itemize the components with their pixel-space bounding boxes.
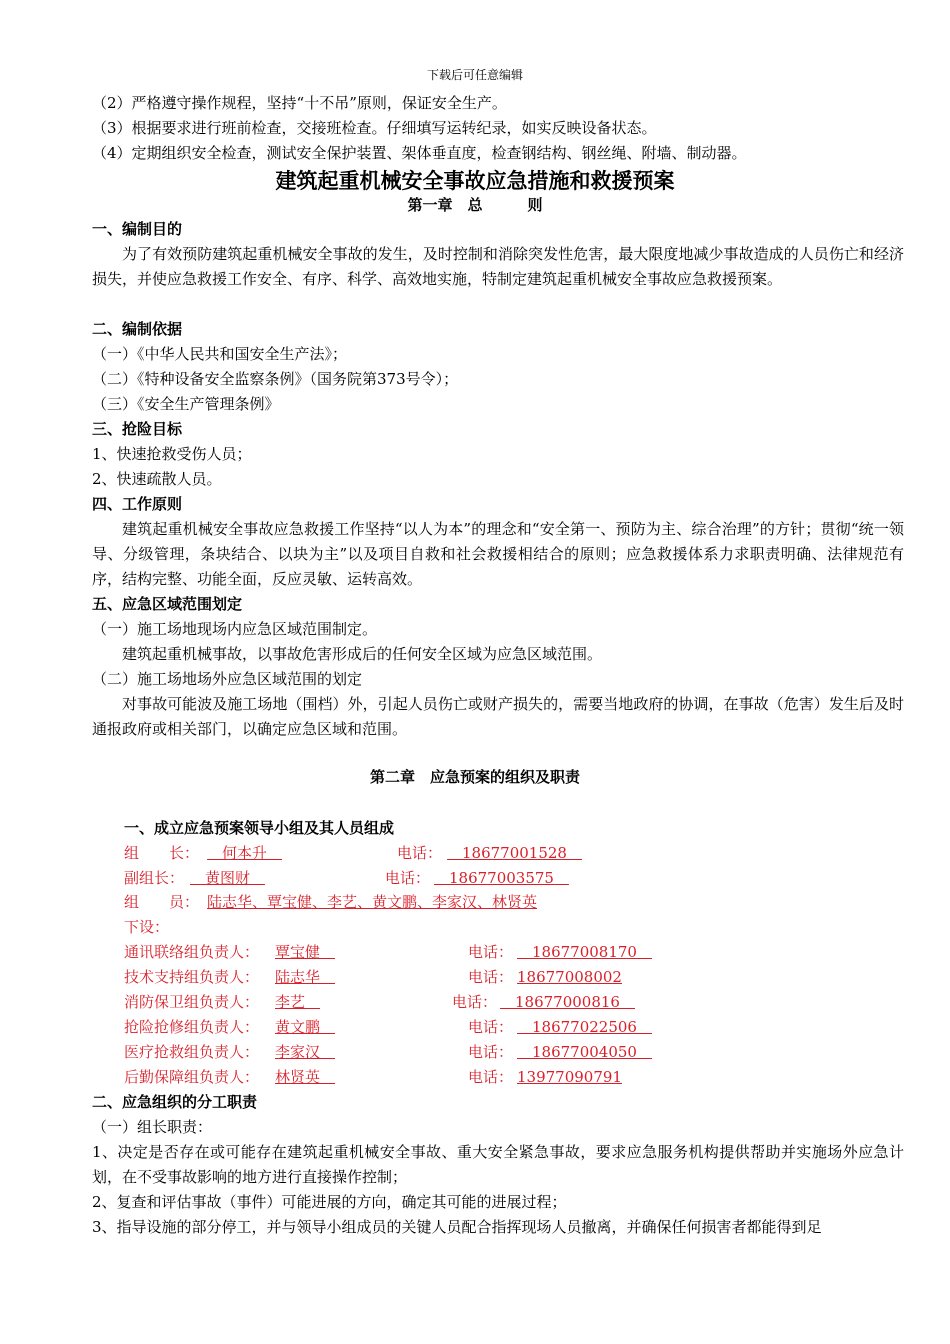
members-list: 陆志华、覃宝健、李艺、黄文鹏、李家汉、林贤英 xyxy=(207,893,538,911)
group-label: 技术支持组负责人： xyxy=(124,968,260,986)
group-phone: 18677008002 xyxy=(517,968,622,986)
top-line-3: （3）根据要求进行班前检查，交接班检查。仔细填写运转纪录，如实反映设备状态。 xyxy=(92,119,657,137)
top-line-2: （2）严格遵守操作规程，坚持“十不吊”原则，保证安全生产。 xyxy=(92,94,507,112)
duty-item-1: 1、决定是否存在或可能存在建筑起重机械安全事故、重大安全紧急事故，要求应急服务机构提供帮助并实施场外应急计划，在不受事故影响的地方进行直接操作控制； xyxy=(92,1143,904,1186)
deputy-label: 副组长： xyxy=(124,869,185,887)
group-phone-label: 电话： xyxy=(468,1068,514,1086)
group-leader-name: 陆志华 xyxy=(275,968,336,986)
leader-duties-heading: （一）组长职责： xyxy=(92,1118,213,1136)
group-label: 后勤保障组负责人： xyxy=(124,1068,260,1086)
document-title: 建筑起重机械安全事故应急措施和救援预案 xyxy=(275,169,675,193)
group-phone: 13977090791 xyxy=(517,1068,622,1086)
group-label: 抢险抢修组负责人： xyxy=(124,1018,260,1036)
section-5-sub-1: （一）施工场地现场内应急区域范围制定。 xyxy=(92,620,378,638)
group-phone: 18677000816 xyxy=(500,993,635,1011)
group-label: 通讯联络组负责人： xyxy=(124,943,260,961)
section-5-paragraph-2: 对事故可能波及施工场地（围档）外，引起人员伤亡或财产损失的，需要当地政府的协调，在事故（危害）发生后及时通报政府或相关部门，以确定应急区域和范围。 xyxy=(92,695,904,738)
leader-phone-label: 电话： xyxy=(397,844,443,862)
group-leader-name: 覃宝健 xyxy=(275,943,336,961)
group-leader-name: 李家汉 xyxy=(275,1043,336,1061)
duty-item-3: 3、指导设施的部分停工，并与领导小组成员的关键人员配合指挥现场人员撤离，并确保任何损害者都能得到足 xyxy=(92,1218,822,1236)
group-phone-label: 电话： xyxy=(468,968,514,986)
group-phone: 18677008170 xyxy=(517,943,652,961)
top-line-4: （4）定期组织安全检查，测试安全保护装置、架体垂直度，检查钢结构、钢丝绳、附墙、制动器。 xyxy=(92,144,747,162)
chapter-2-section-2-heading: 二、应急组织的分工职责 xyxy=(92,1093,258,1111)
goal-item-1: 1、快速抢救受伤人员； xyxy=(92,445,252,463)
chapter-2-section-1-heading: 一、成立应急预案领导小组及其人员组成 xyxy=(124,819,395,837)
group-phone-label: 电话： xyxy=(468,1043,514,1061)
duty-item-2: 2、复查和评估事故（事件）可能进展的方向，确定其可能的进展过程； xyxy=(92,1193,567,1211)
leader-phone: 18677001528 xyxy=(447,844,582,862)
section-5-sub-2: （二）施工场地场外应急区域范围的划定 xyxy=(92,670,363,688)
basis-item-1: （一）《中华人民共和国安全生产法》； xyxy=(92,345,348,363)
group-leader-name: 林贤英 xyxy=(275,1068,336,1086)
deputy-phone: 18677003575 xyxy=(434,869,569,887)
section-5-paragraph-1: 建筑起重机械事故，以事故危害形成后的任何安全区域为应急区域范围。 xyxy=(122,645,603,663)
group-phone-label: 电话： xyxy=(452,993,498,1011)
deputy-phone-label: 电话： xyxy=(385,869,431,887)
group-leader-name: 李艺 xyxy=(275,993,321,1011)
chapter-1-title: 第一章 总 则 xyxy=(407,196,543,214)
section-2-heading: 二、编制依据 xyxy=(92,320,183,338)
section-5-heading: 五、应急区域范围划定 xyxy=(92,595,243,613)
section-1-paragraph: 为了有效预防建筑起重机械安全事故的发生，及时控制和消除突发性危害，最大限度地减少事故造成的人员伤亡和经济损失，并使应急救援工作安全、有序、科学、高效地实施，特制定建筑起重机械安全事故应急救援预案。 xyxy=(92,245,904,288)
deputy-name: 黄图财 xyxy=(190,869,266,887)
group-label: 医疗抢救组负责人： xyxy=(124,1043,260,1061)
goal-item-2: 2、快速疏散人员。 xyxy=(92,470,222,488)
page-header: 下载后可任意编辑 xyxy=(426,68,523,82)
section-1-heading: 一、编制目的 xyxy=(92,220,183,238)
basis-item-3: （三）《安全生产管理条例》 xyxy=(92,395,280,413)
basis-item-2: （二）《特种设备安全监察条例》（国务院第373号令）； xyxy=(92,370,459,388)
members-label: 组 员： xyxy=(124,893,200,911)
chapter-2-title: 第二章 应急预案的组织及职责 xyxy=(369,768,580,786)
leader-label: 组 长： xyxy=(124,844,200,862)
section-4-heading: 四、工作原则 xyxy=(92,495,183,513)
group-phone-label: 电话： xyxy=(468,943,514,961)
leader-name: 何本升 xyxy=(207,844,283,862)
group-phone: 18677004050 xyxy=(517,1043,652,1061)
group-label: 消防保卫组负责人： xyxy=(124,993,260,1011)
sub-groups-label: 下设： xyxy=(124,918,170,936)
section-4-paragraph: 建筑起重机械安全事故应急救援工作坚持“以人为本”的理念和“安全第一、预防为主、综合治理”的方针；贯彻“统一领导、分级管理，条块结合、以块为主”以及项目自救和社会救援相结合的原则；应急救援体系力求职责明确、法律规范有序，结构完整、功能全面，反应灵敏、运转高效。 xyxy=(92,520,904,588)
group-phone-label: 电话： xyxy=(468,1018,514,1036)
group-leader-name: 黄文鹏 xyxy=(275,1018,336,1036)
section-3-heading: 三、抢险目标 xyxy=(92,420,183,438)
group-phone: 18677022506 xyxy=(517,1018,652,1036)
